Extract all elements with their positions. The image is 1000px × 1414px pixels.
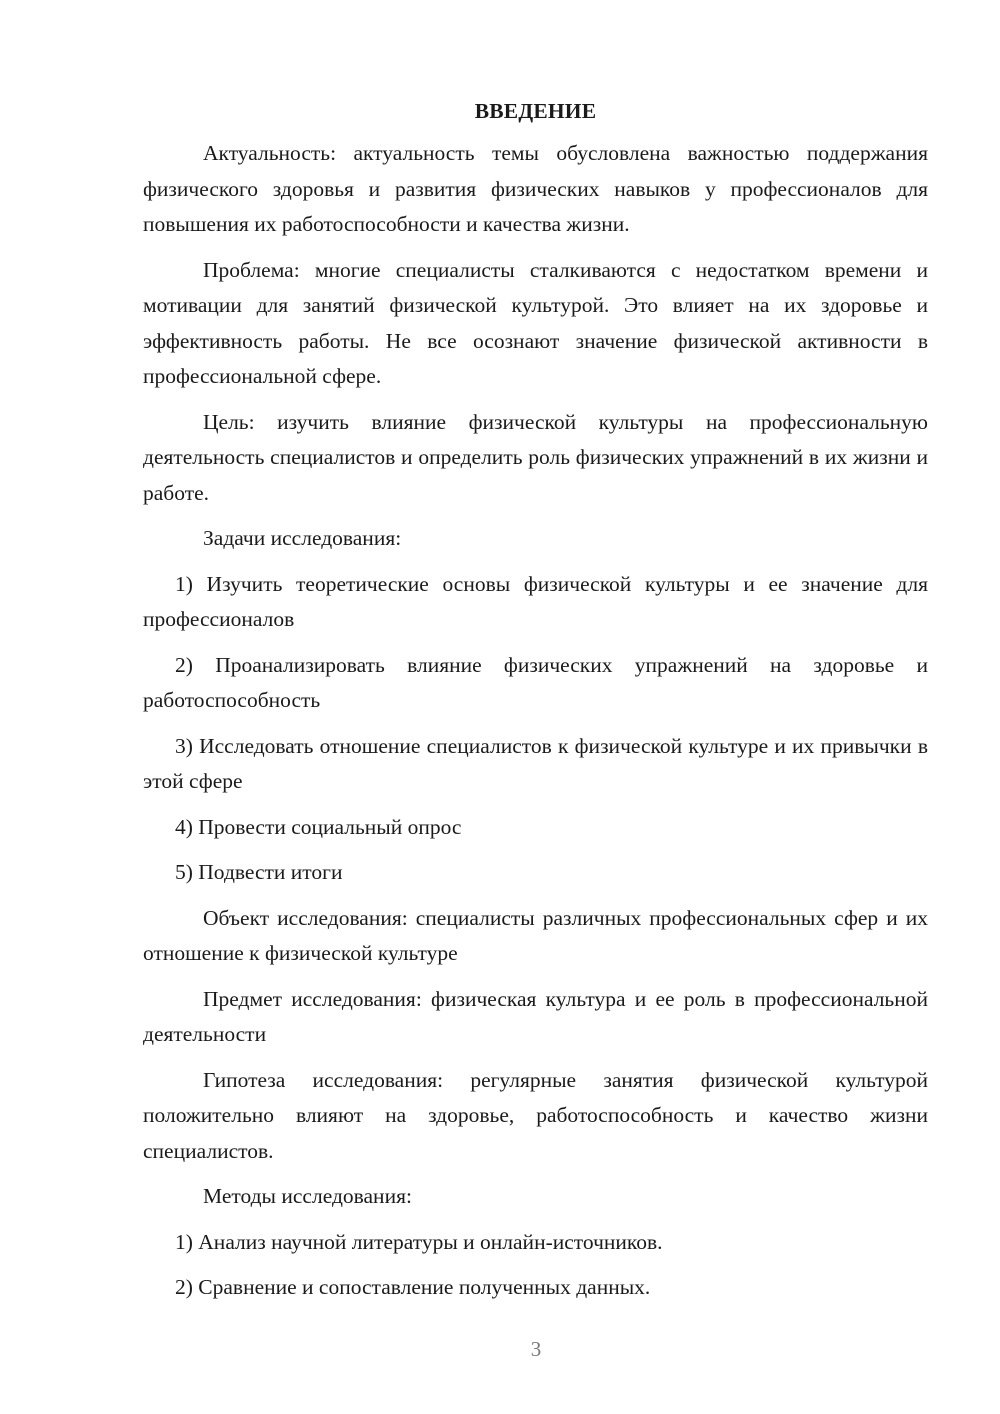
methods-heading: Методы исследования: (203, 1184, 412, 1208)
page-title: ВВЕДЕНИЕ (474, 99, 597, 123)
method-item: 2) Сравнение и сопоставление полученных данных. (175, 1275, 651, 1299)
paragraph-subject: Предмет исследования: физическая культура и ее роль в профессиональной деятельности (143, 986, 928, 1046)
task-item: 2) Проанализировать влияние физических упражнений на здоровье и работоспособность (143, 652, 928, 712)
paragraph-goal: Цель: изучить влияние физической культуры на профессиональную деятельность специалистов и определить роль физических упражнений в их жизни и работе. (143, 409, 928, 505)
method-item: 1) Анализ научной литературы и онлайн-источников. (175, 1229, 663, 1254)
paragraph-relevance: Актуальность: актуальность темы обусловлена важностью поддержания физического здоровья и развития физических навыков у профессионалов для повышения их работоспособности и качества жизни. (143, 141, 928, 236)
task-item: 4) Провести социальный опрос (175, 814, 462, 839)
paragraph-hypothesis: Гипотеза исследования: регулярные занятия физической культурой положительно влияют на здоровье, работоспособность и качество жизни специалистов. (143, 1067, 928, 1163)
task-item: 3) Исследовать отношение специалистов к физической культуре и их привычки в этой сфере (143, 733, 928, 793)
task-item: 5) Подвести итоги (175, 860, 343, 884)
page-content (143, 94, 928, 1316)
paragraph-object: Объект исследования: специалисты различных профессиональных сфер и их отношение к физической культуре (143, 905, 928, 965)
paragraph-problem: Проблема: многие специалисты сталкиваются с недостатком времени и мотивации для занятий физической культурой. Это влияет на их здоровье и эффективность работы. Не все осознают значение физической активности в профессиональной сфере. (143, 257, 928, 388)
tasks-heading: Задачи исследования: (203, 526, 402, 550)
page-number: 3 (530, 1337, 542, 1361)
task-item: 1) Изучить теоретические основы физической культуры и ее значение для профессионалов (143, 571, 928, 631)
